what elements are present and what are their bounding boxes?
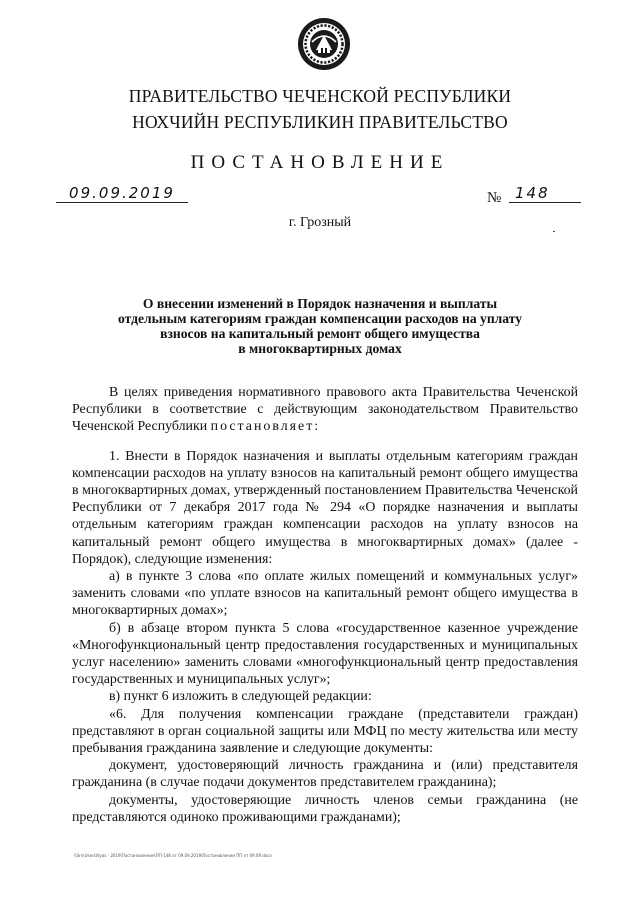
document-body [72, 384, 578, 826]
resolution-heading [110, 296, 530, 356]
government-name-russian: ПРАВИТЕЛЬСТВО ЧЕЧЕНСКОЙ РЕСПУБЛИКИ [128, 86, 512, 106]
document-number: 148 [509, 184, 581, 203]
city-name: г. Грозный [288, 215, 352, 230]
subparagraph-b: б) в абзаце втором пункта 5 слова «государственное казенное учреждение «Многофункциональный центр предоставления государственных и муниципальных услуг населению» заменить словами «многофункциональный центр предоставления государственных и муниципальных услуг»; [72, 620, 578, 688]
document-date: 09.09.2019 [56, 184, 188, 203]
scan-mark [553, 231, 555, 232]
government-name-chechen: НОХЧИЙН РЕСПУБЛИКИН ПРАВИТЕЛЬСТВО [132, 112, 508, 132]
subparagraph-v: в) пункт 6 изложить в следующей редакции: [109, 689, 372, 705]
document-item-2: документы, удостоверяющие личность членов семьи гражданина (не представляются одиноко проживающими гражданами); [72, 792, 578, 825]
heading-line: в многоквартирных домах [238, 341, 402, 356]
paragraph-6: «6. Для получения компенсации граждане (представители граждан) представляют в орган социальной защиты или МФЦ по месту жительства или месту пребывания гражданина заявление и следующие документы: [72, 706, 578, 757]
document-type-title: ПОСТАНОВЛЕНИЕ [190, 152, 450, 173]
file-path-footer: \\Srv\Users\Ilyas - 2019\Постановление\ПП-148 от 09.09.2019\Постановление ПП от 09.09.docx [74, 853, 272, 858]
document-item-1: документ, удостоверяющий личность гражданина и (или) представителя гражданина (в случае подачи документов представителем гражданина); [72, 758, 578, 791]
intro-paragraph [72, 384, 578, 436]
coat-of-arms-icon [296, 16, 352, 72]
heading-line: взносов на капитальный ремонт общего имущества [160, 326, 480, 341]
heading-line: О внесении изменений в Порядок назначения и выплаты [142, 296, 498, 311]
heading-line: отдельным категориям граждан компенсации расходов на уплату [117, 311, 523, 326]
paragraph-1: 1. Внести в Порядок назначения и выплаты отдельным категориям граждан компенсации расходов на уплату взносов на капитальный ремонт общего имущества в многоквартирных домах, утвержденный постановлением Правительства Чеченской Республики от 7 декабря 2017 года № 294 «О порядке назначения и выплаты отдельным категориям граждан компенсации расходов на уплату взносов на капитальный ремонт общего имущества в многоквартирных домах» (далее - Порядок), следующие изменения: [72, 448, 578, 567]
intro-text: В целях приведения нормативного правового акта Правительства Чеченской Республики в соответствие с действующим законодательством Правительство Чеченской Республики [72, 385, 578, 435]
intro-verb: постановляет: [210, 419, 321, 435]
number-label: № [487, 190, 502, 206]
subparagraph-a: а) в пункте 3 слова «по оплате жилых помещений и коммунальных услуг» заменить словами «по уплате взносов на капитальный ремонт общего имущества в многоквартирных домах»; [72, 569, 578, 619]
